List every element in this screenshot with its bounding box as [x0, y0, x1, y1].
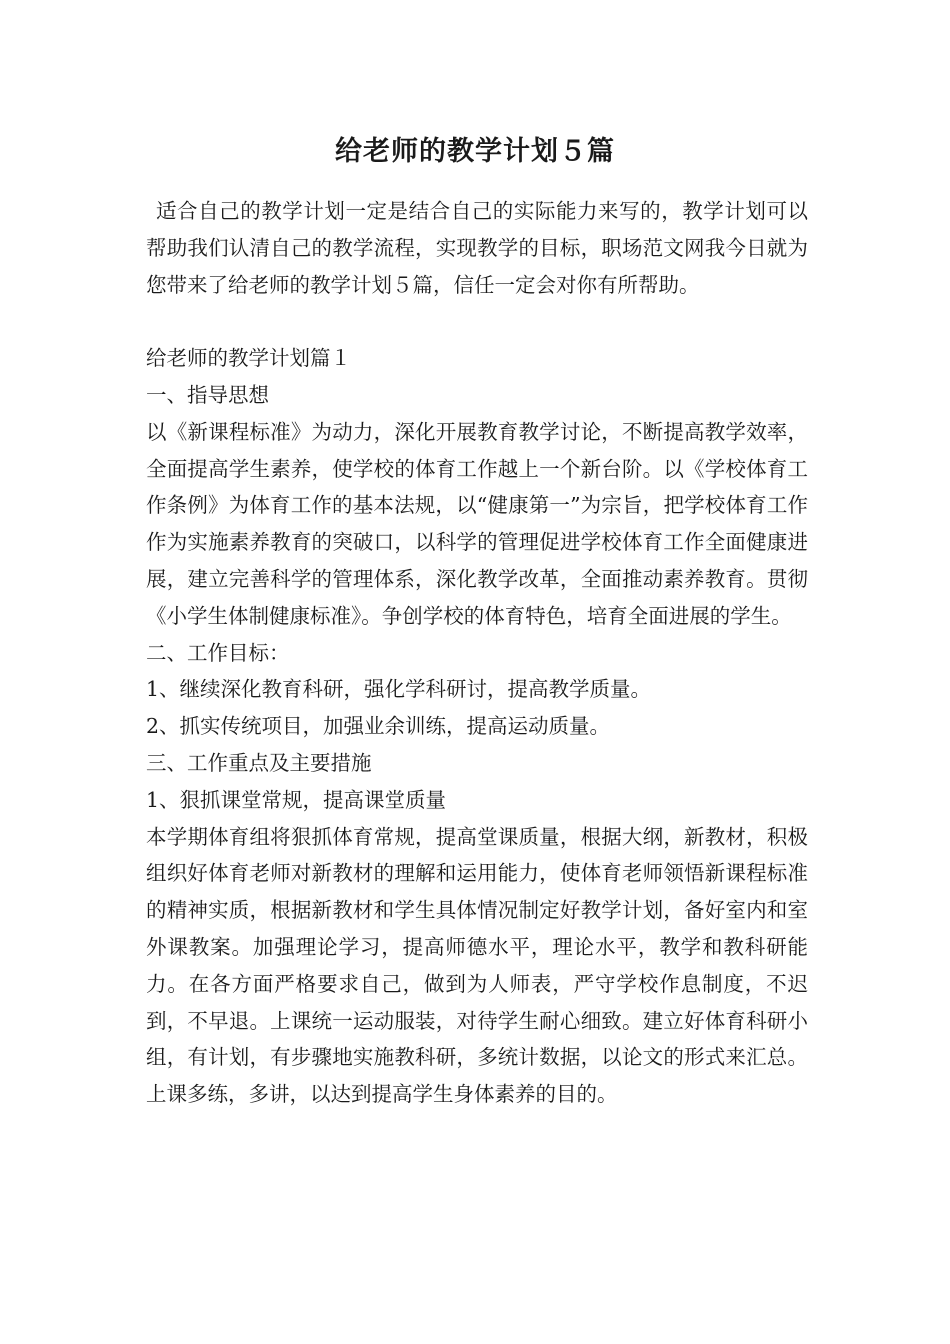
heading-guiding-thought: 一、指导思想	[146, 382, 269, 407]
heading-work-goals: 二、工作目标：	[146, 640, 290, 665]
paragraph-guiding-thought: 以《新课程标准》为动力，深化开展教育教学讨论，不断提高教学效率，全面提高学生素养，使学校的体育工作越上一个新台阶。以《学校体育工作条例》为体育工作的基本法规，以“健康第一”为宗旨，把学校体育工作作为实施素养教育的突破口，以科学的管理促进学校体育工作全面健康进展，建立完善科学的管理体系，深化教学改革，全面推动素养教育。贯彻《小学生体制健康标准》。争创学校的体育特色，培育全面进展的学生。	[146, 419, 808, 628]
paragraph-measure-1: 本学期体育组将狠抓体育常规，提高堂课质量，根据大纲，新教材，积极组织好体育老师对新教材的理解和运用能力，使体育老师领悟新课程标准的精神实质，根据新教材和学生具体情况制定好教学计划，备好室内和室外课教案。加强理论学习，提高师德水平，理论水平，教学和教科研能力。在各方面严格要求自己，做到为人师表，严守学校作息制度，不迟到，不早退。上课统一运动服装，对待学生耐心细致。建立好体育科研小组，有计划，有步骤地实施教科研，多统计数据，以论文的形式来汇总。上课多练，多讲，以达到提高学生身体素养的目的。	[146, 824, 808, 1107]
heading-key-measures: 三、工作重点及主要措施	[146, 750, 372, 775]
section-heading: 给老师的教学计划篇１	[146, 346, 351, 371]
document-body	[146, 193, 808, 1113]
page-title: 给老师的教学计划５篇	[335, 136, 615, 167]
paragraph-spacer	[146, 303, 808, 340]
measure-item-1: 1、狠抓课堂常规，提高课堂质量	[146, 787, 447, 812]
intro-paragraph: 适合自己的教学计划一定是结合自己的实际能力来写的，教学计划可以帮助我们认清自己的教学流程，实现教学的目标，职场范文网我今日就为您带来了给老师的教学计划５篇，信任一定会对你有所帮助。	[146, 199, 808, 297]
goal-item-1: 1、继续深化教育科研，强化学科研讨，提高教学质量。	[146, 677, 652, 702]
goal-item-2: 2、抓实传统项目，加强业余训练，提高运动质量。	[146, 714, 611, 739]
